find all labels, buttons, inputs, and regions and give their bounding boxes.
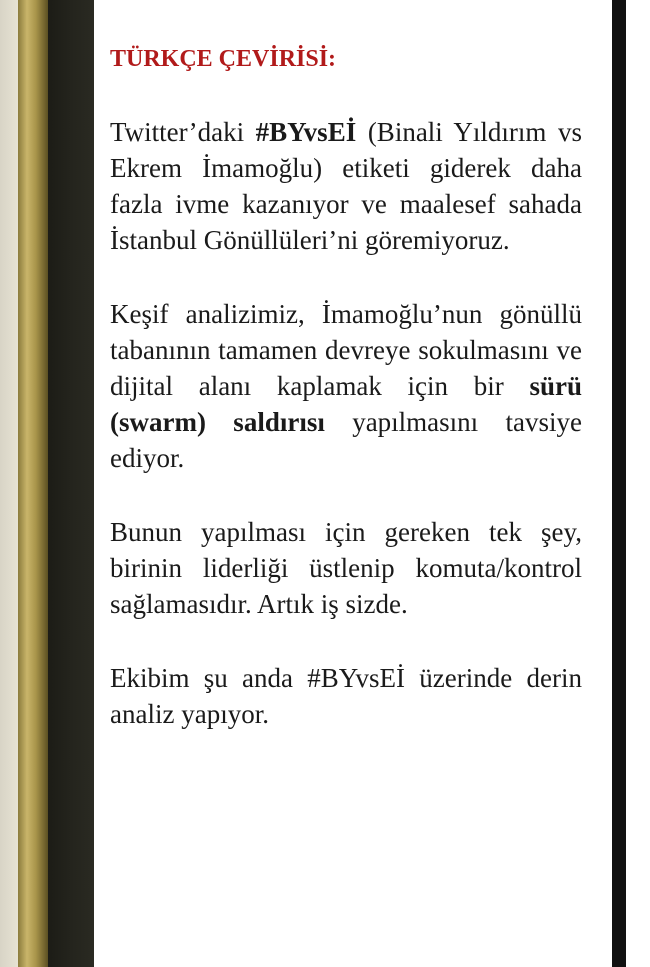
right-edge-bar: [612, 0, 626, 967]
left-margin: [0, 0, 18, 967]
gold-binding-strip: [18, 0, 48, 967]
text-segment: Bunun yapılması için gereken tek şey, birinin liderliği üstlenip komuta/kontrol sağlamasıdır. Artık iş sizde.: [110, 517, 582, 619]
text-segment: Ekibim şu anda #BYvsEİ üzerinde derin analiz yapıyor.: [110, 663, 582, 729]
paragraph-1: [110, 114, 582, 258]
paragraph-2: [110, 296, 582, 476]
text-segment: yapılmasını tavsiye ediyor.: [110, 407, 583, 473]
right-margin: [626, 0, 650, 967]
dark-binding-bar: [48, 0, 94, 967]
text-segment: Keşif analizimiz, İmamoğlu’nun gönüllü tabanının tamamen devreye sokulmasını ve dijital alanı kaplamak için bir: [110, 299, 582, 401]
paragraph-3: [110, 514, 582, 622]
hashtag-bold: #BYvsEİ: [255, 117, 357, 147]
text-segment: Twitter’daki: [110, 117, 256, 147]
swarm-attack-bold: sürü (swarm) saldırısı: [110, 371, 582, 437]
text-segment: (Binali Yıldırım vs Ekrem İmamoğlu) etiketi giderek daha fazla ivme kazanıyor ve maalesef sahada İstanbul Gönüllüleri’ni göremiyoruz.: [110, 117, 582, 255]
document-content: [110, 44, 582, 770]
document-title: TÜRKÇE ÇEVİRİSİ:: [110, 46, 337, 72]
paragraph-4: [110, 660, 582, 732]
